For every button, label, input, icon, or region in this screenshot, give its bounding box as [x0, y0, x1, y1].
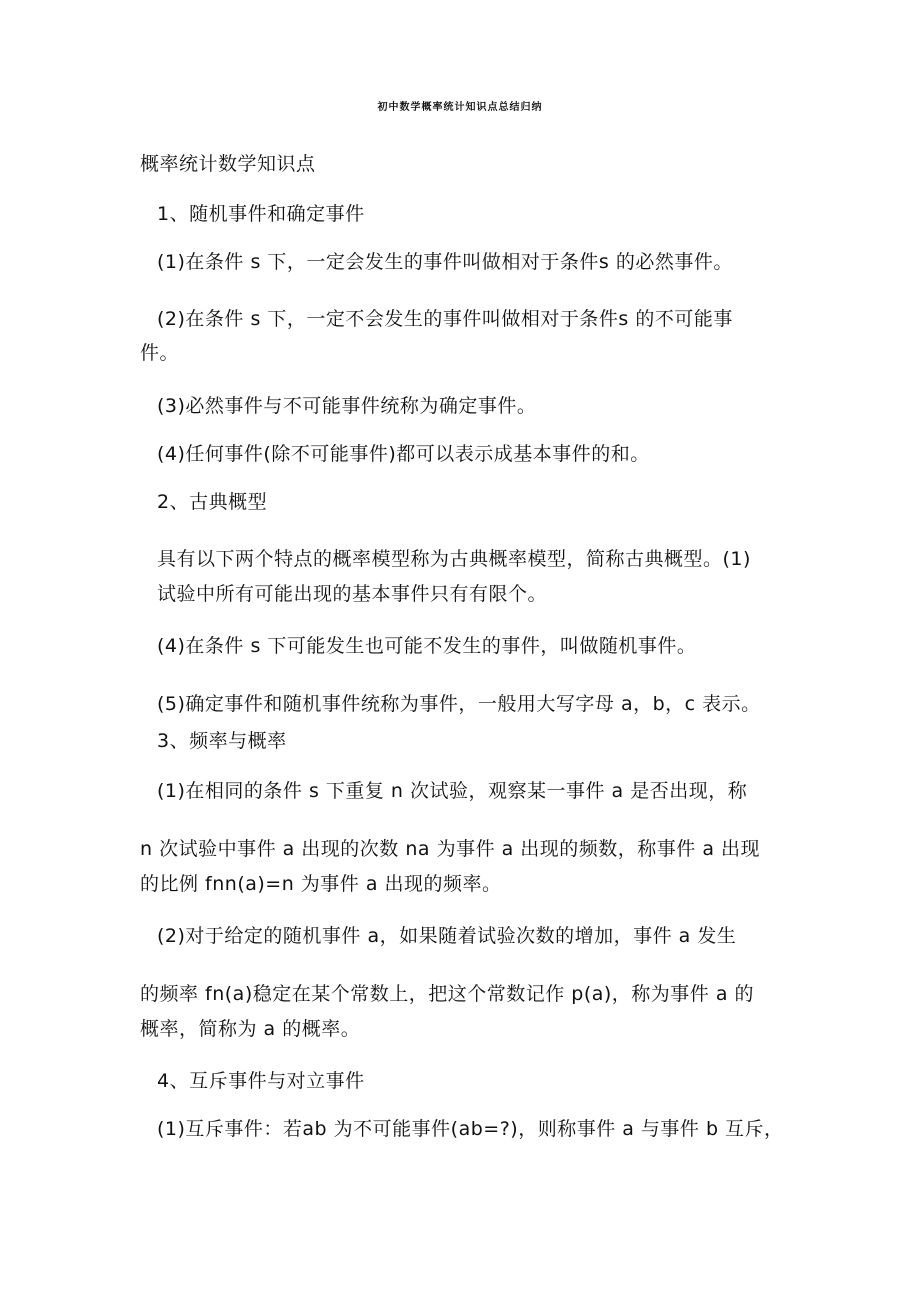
paragraph-events-notation: (5)确定事件和随机事件统称为事件，一般用大写字母 a，b，c 表示。: [157, 693, 761, 715]
paragraph-classical-model-line2: 试验中所有可能出现的基本事件只有有限个。: [157, 583, 548, 605]
paragraph-mutually-exclusive: (1)互斥事件：若ab 为不可能事件(ab=?)，则称事件 a 与事件 b 互斥，: [157, 1118, 784, 1140]
page-title: 初中数学概率统计知识点总结归纳: [377, 102, 543, 113]
paragraph-probability-line2: 的频率 fn(a)稳定在某个常数上，把这个常数记作 p(a)，称为事件 a 的: [140, 983, 755, 1005]
paragraph-frequency-line2: n 次试验中事件 a 出现的次数 na 为事件 a 出现的频数，称事件 a 出现: [140, 838, 761, 860]
heading-classical-probability: 2、古典概型: [157, 491, 268, 513]
paragraph-impossible-event-line1: (2)在条件 s 下，一定不会发生的事件叫做相对于条件s 的不可能事: [157, 308, 733, 330]
paragraph-probability-line3: 概率，简称为 a 的概率。: [140, 1018, 361, 1040]
paragraph-impossible-event-line2: 件。: [140, 342, 180, 364]
paragraph-frequency-line1: (1)在相同的条件 s 下重复 n 次试验，观察某一事件 a 是否出现，称: [157, 780, 748, 802]
section-intro: 概率统计数学知识点: [140, 153, 316, 175]
heading-mutually-exclusive-events: 4、互斥事件与对立事件: [157, 1070, 365, 1092]
paragraph-classical-model-line1: 具有以下两个特点的概率模型称为古典概率模型，简称古典概型。(1): [157, 548, 751, 570]
paragraph-probability-line1: (2)对于给定的随机事件 a，如果随着试验次数的增加，事件 a 发生: [157, 925, 737, 947]
paragraph-basic-event-sum: (4)任何事件(除不可能事件)都可以表示成基本事件的和。: [157, 443, 650, 465]
heading-frequency-and-probability: 3、频率与概率: [157, 730, 287, 752]
paragraph-certain-event: (1)在条件 s 下，一定会发生的事件叫做相对于条件s 的必然事件。: [157, 251, 733, 273]
paragraph-frequency-line3: 的比例 fnn(a)=n 为事件 a 出现的频率。: [140, 873, 502, 895]
paragraph-random-event: (4)在条件 s 下可能发生也可能不发生的事件，叫做随机事件。: [157, 635, 697, 657]
heading-random-and-certain-events: 1、随机事件和确定事件: [157, 203, 365, 225]
paragraph-determinate-event: (3)必然事件与不可能事件统称为确定事件。: [157, 395, 537, 417]
